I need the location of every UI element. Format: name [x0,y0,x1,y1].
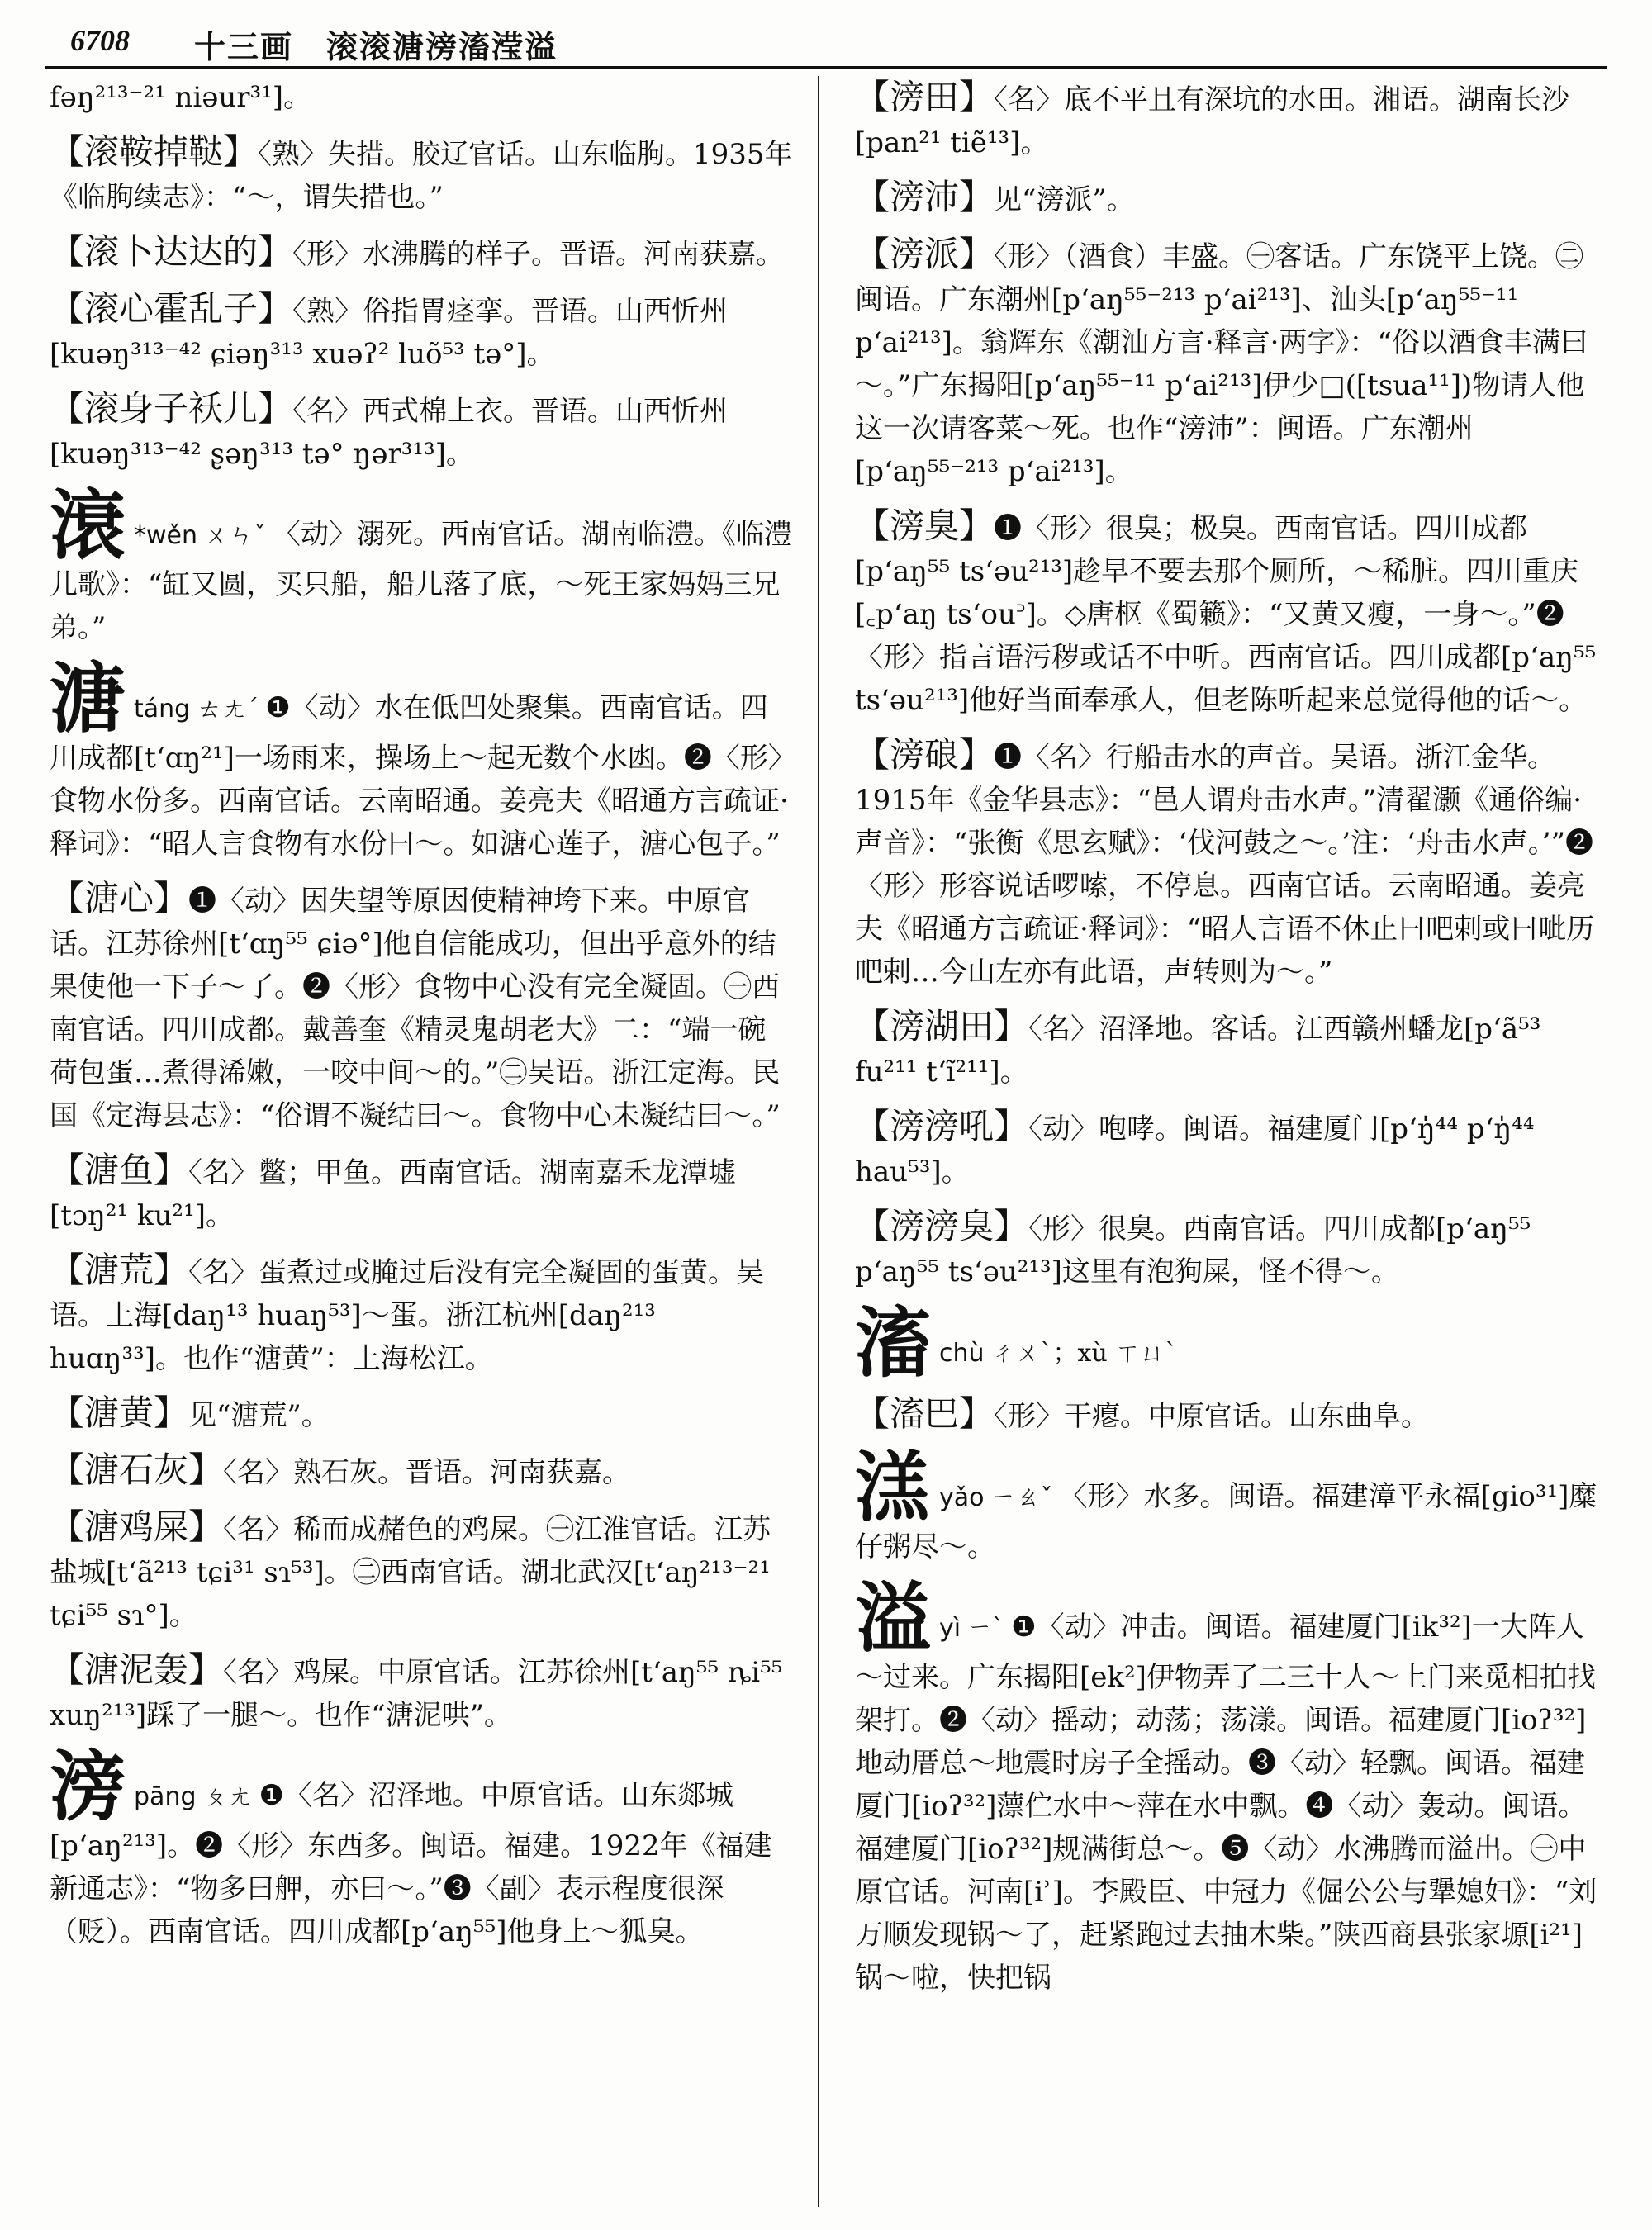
character-entry [855,1443,1598,1568]
entry-body: 〈名〉熟石灰。晋语。河南获嘉。 [223,1456,631,1489]
entry-body: ❶〈动〉因失望等原因使精神垮下来。中原官话。江苏徐州[tʻɑŋ⁵⁵ ɕiə°]他自信能成功，但出乎意外的结果使他一下子～了。❷〈形〉食物中心没有完全凝固。㊀西南官话。四川成都。戴善奎《精灵鬼胡老大》二：“端一碗荷包蛋…煮得浠嫩，一咬中间～的。”㊁吴语。浙江定海。民国《定海县志》：“俗谓不凝结曰～。食物中心未凝结曰～。” [50,885,781,1132]
entry-headword: 【滂硠】 [855,734,995,775]
entry-headword: 【滚心霍乱子】 [50,288,293,329]
entry-headword: 【溏鱼】 [50,1150,189,1190]
pinyin: yì [939,1614,961,1643]
entry-headword: 【滂臭】 [855,505,995,546]
entry-body: 〈形〉水沸腾的样子。晋语。河南获嘉。 [292,238,785,271]
entry-body: 见“滂派”。 [994,183,1135,216]
pinyin: yǎo [939,1483,985,1512]
character-entry [855,1573,1598,2000]
column-divider [818,76,819,2207]
zhuyin: ㄔㄨˋ；xù ㄒㄩˋ [990,1339,1178,1368]
character-entry [50,481,793,649]
headword-character: 滀 [855,1298,932,1388]
zhuyin: ㄨㄣˇ [204,521,267,550]
zhuyin: ㄆㄤ [202,1782,253,1811]
entry-headword: 【溏荒】 [50,1250,189,1290]
pinyin: chù [939,1339,985,1368]
entry-body: 〈动〉咆哮。闽语。福建厦门[pʻŋ̍⁴⁴ pʻŋ̍⁴⁴ hau⁵³]。 [855,1113,1535,1189]
dictionary-entry [855,76,1598,164]
dictionary-entry [855,505,1598,722]
dictionary-entry [50,1149,793,1237]
entry-headword: 【滂滂臭】 [855,1206,1029,1246]
continued-line: fəŋ²¹³⁻²¹ niəur³¹]。 [50,81,312,114]
dictionary-entry [50,1449,793,1494]
entry-body: 见“溏荒”。 [188,1399,330,1432]
page-number: 6708 [70,24,130,57]
headword-character: 溢 [855,1573,932,1663]
entry-headword: 【溏心】 [50,878,189,918]
entry-headword: 【滂田】 [855,77,995,117]
entry-body: 〈名〉沼泽地。客话。江西赣州蟠龙[pʻã⁵³ fu²¹¹ tʻĩ²¹¹]。 [855,1013,1541,1089]
entry-headword: 【滂派】 [855,234,995,274]
dictionary-entry [50,1392,793,1437]
entry-body: ❶〈动〉冲击。闽语。福建厦门[ik³²]一大阵人～过来。广东揭阳[ek²]伊物弄了二三十人～上门来觅相拍找架打。❷〈动〉摇动；动荡；荡漾。闽语。福建厦门[ioʔ³²]地动厝总～地震时房子全摇动。❸〈动〉轻飘。闽语。福建厦门[ioʔ³²]薸伫水中～萍在水中飘。❹〈动〉轰动。闽语。福建厦门[ioʔ³²]规满街总～。❺〈动〉水沸腾而溢出。㊀中原官话。河南[iʾ]。李殿臣、中冠力《倔公公与犟媳妇》：“刘万顺发现锅～了，赶紧跑过去抽木柴。”陕西商县张家塬[i²¹]锅～啦，快把锅 [855,1611,1597,1995]
entry-body: 〈形〉干瘪。中原官话。山东曲阜。 [994,1400,1430,1433]
entry-headword: 【滚身子袄儿】 [50,388,293,429]
character-entry [50,654,793,866]
entry-headword: 【滚卜达达的】 [50,231,293,272]
dictionary-entry [50,130,793,219]
dictionary-entry [50,877,793,1137]
entry-body: 〈名〉底不平且有深坑的水田。湘语。湖南长沙[pan²¹ tiẽ¹³]。 [855,83,1570,159]
entry-headword: 【滂湖田】 [855,1006,1029,1046]
entry-headword: 【溏黄】 [50,1393,189,1433]
dictionary-entry [50,387,793,476]
entry-body: 〈名〉蛋煮过或腌过后没有完全凝固的蛋黄。吴语。上海[daŋ¹³ huaŋ⁵³]～蛋。浙江杭州[daŋ²¹³ huɑŋ³³]。也作“溏黄”：上海松江。 [50,1256,765,1375]
entry-body: 〈名〉鳖；甲鱼。西南官话。湖南嘉禾龙潭墟[tɔŋ²¹ ku²¹]。 [50,1156,737,1232]
entry-body: ❶〈形〉很臭；极臭。西南官话。四川成都[pʻaŋ⁵⁵ tsʻəu²¹³]趁早不要去那个厕所，～稀脏。四川重庆[꜀pʻaŋ tsʻou꜄]。◇唐枢《蜀籁》：“又黄又瘦，一身～。”❷〈形〉指言语污秽或话不中听。西南官话。四川成都[pʻaŋ⁵⁵ tsʻəu²¹³]他好当面奉承人，但老陈听起来总觉得他的话～。 [855,512,1597,717]
entry-headword: 【溏泥轰】 [50,1649,224,1690]
dictionary-entry [855,1205,1598,1293]
right-column [855,76,1598,2190]
entry-headword: 【滚鞍掉鞑】 [50,131,259,172]
dictionary-entry [50,1649,793,1737]
character-entry [855,1298,1598,1388]
entry-headword: 【滂沛】 [855,177,995,217]
dictionary-entry [855,733,1598,994]
zhuyin: ㄧˋ [967,1614,1005,1643]
dictionary-entry [855,1393,1598,1438]
dictionary-entry [50,1506,793,1637]
headword-character: 溔 [855,1443,932,1532]
dictionary-entry [855,1005,1598,1094]
dictionary-entry [855,1105,1598,1193]
pinyin: *wěn [134,521,198,550]
entry-headword: 【溏鸡屎】 [50,1506,224,1547]
pinyin: táng [134,695,191,724]
zhuyin: ㄊㄤˊ [197,695,259,724]
dictionary-entry [50,1249,793,1380]
entry-body: ❶〈名〉行船击水的声音。吴语。浙江金华。1915年《金华县志》：“邑人谓舟击水声。”清翟灏《通俗编·声音》：“张衡《思玄赋》：‘伐河鼓之～。’注：‘舟击水声。’”❷〈形〉形容说话啰嗦，不停息。西南官话。云南昭通。姜亮夫《昭通方言疏证·释词》：“昭人言语不休止曰吧剌或曰呲历吧剌…今山左亦有此语，声转则为～。” [855,741,1595,989]
dictionary-entry [855,176,1598,221]
entry-headword: 【溏石灰】 [50,1450,224,1490]
entry-body: 〈名〉稀而成赭色的鸡屎。㊀江淮官话。江苏盐城[tʻã²¹³ tɕi³¹ sɿ⁵³]。㊁西南官话。湖北武汉[tʻaŋ²¹³⁻²¹ tɕi⁵⁵ sɿ°]。 [50,1513,771,1632]
dictionary-entry [50,287,793,376]
pinyin: pāng [134,1782,197,1811]
left-column [50,76,793,2190]
entry-headword: 【滀巴】 [855,1393,995,1434]
page-header [45,18,1607,69]
entry-body: 〈形〉很臭。西南官话。四川成都[pʻaŋ⁵⁵ pʻaŋ⁵⁵ tsʻəu²¹³]这里有泡狗屎，怪不得～。 [855,1212,1531,1288]
dictionary-entry [855,233,1598,493]
entry-body: ❶〈动〉水在低凹处聚集。西南官话。四川成都[tʻɑŋ²¹]一场雨来，操场上～起无数个水凼。❷〈形〉食物水份多。西南官话。云南昭通。姜亮夫《昭通方言疏证·释词》：“昭人言食物有水份曰～。如溏心莲子，溏心包子。” [50,691,789,861]
entry-body: 〈熟〉失措。胶辽官话。山东临朐。1935年《临朐续志》：“～，谓失措也。” [50,138,793,214]
entry-body: 〈形〉水多。闽语。福建漳平永福[gio³¹]糜仔粥尽～。 [855,1480,1597,1563]
zhuyin: ㄧㄠˇ [990,1483,1053,1512]
entry-body: ❶〈名〉沼泽地。中原官话。山东郯城[pʻaŋ²¹³]。❷〈形〉东西多。闽语。福建。1922年《福建新通志》：“物多曰舺，亦曰～。”❸〈副〉表示程度很深（贬）。西南官话。四川成都[pʻaŋ⁵⁵]他身上～狐臭。 [50,1779,772,1948]
character-entry [50,1742,793,1953]
dictionary-entry [50,230,793,276]
entry-body: 〈熟〉俗指胃痉挛。晋语。山西忻州[kuəŋ³¹³⁻⁴² ɕiəŋ³¹³ xuəʔ² luõ⁵³ tə°]。 [50,295,729,371]
headword-character: 滂 [50,1742,126,1831]
entry-headword: 【滂滂吼】 [855,1106,1029,1146]
entry-body: 〈形〉（酒食）丰盛。㊀客话。广东饶平上饶。㊁闽语。广东潮州[pʻaŋ⁵⁵⁻²¹³ pʻai²¹³]、汕头[pʻaŋ⁵⁵⁻¹¹ pʻai²¹³]。翁辉东《潮汕方言·释言·两字》：“俗以酒食丰满曰～。”广东揭阳[pʻaŋ⁵⁵⁻¹¹ pʻai²¹³]伊少□([tsua¹¹])物请人他这一次请客菜～死。也作“滂沛”：闽语。广东潮州[pʻaŋ⁵⁵⁻²¹³ pʻai²¹³]。 [855,240,1588,488]
headword-character: 溏 [50,654,126,743]
entry-body: 〈动〉溺死。西南官话。湖南临澧。《临澧儿歌》：“缸又圆，买只船，船儿落了底，～死王家妈妈三兄弟。” [50,518,793,644]
headword-character: 滖 [50,481,126,570]
entry-body: 〈名〉西式棉上衣。晋语。山西忻州[kuəŋ³¹³⁻⁴² ʂəŋ³¹³ tə° ŋər³¹³]。 [50,395,729,471]
header-title: 十三画 滚滚溏滂滀滢溢 [194,28,558,65]
entry-body: 〈名〉鸡屎。中原官话。江苏徐州[tʻaŋ⁵⁵ ȵi⁵⁵ xuŋ²¹³]踩了一腿～。也作“溏泥哄”。 [50,1656,783,1732]
